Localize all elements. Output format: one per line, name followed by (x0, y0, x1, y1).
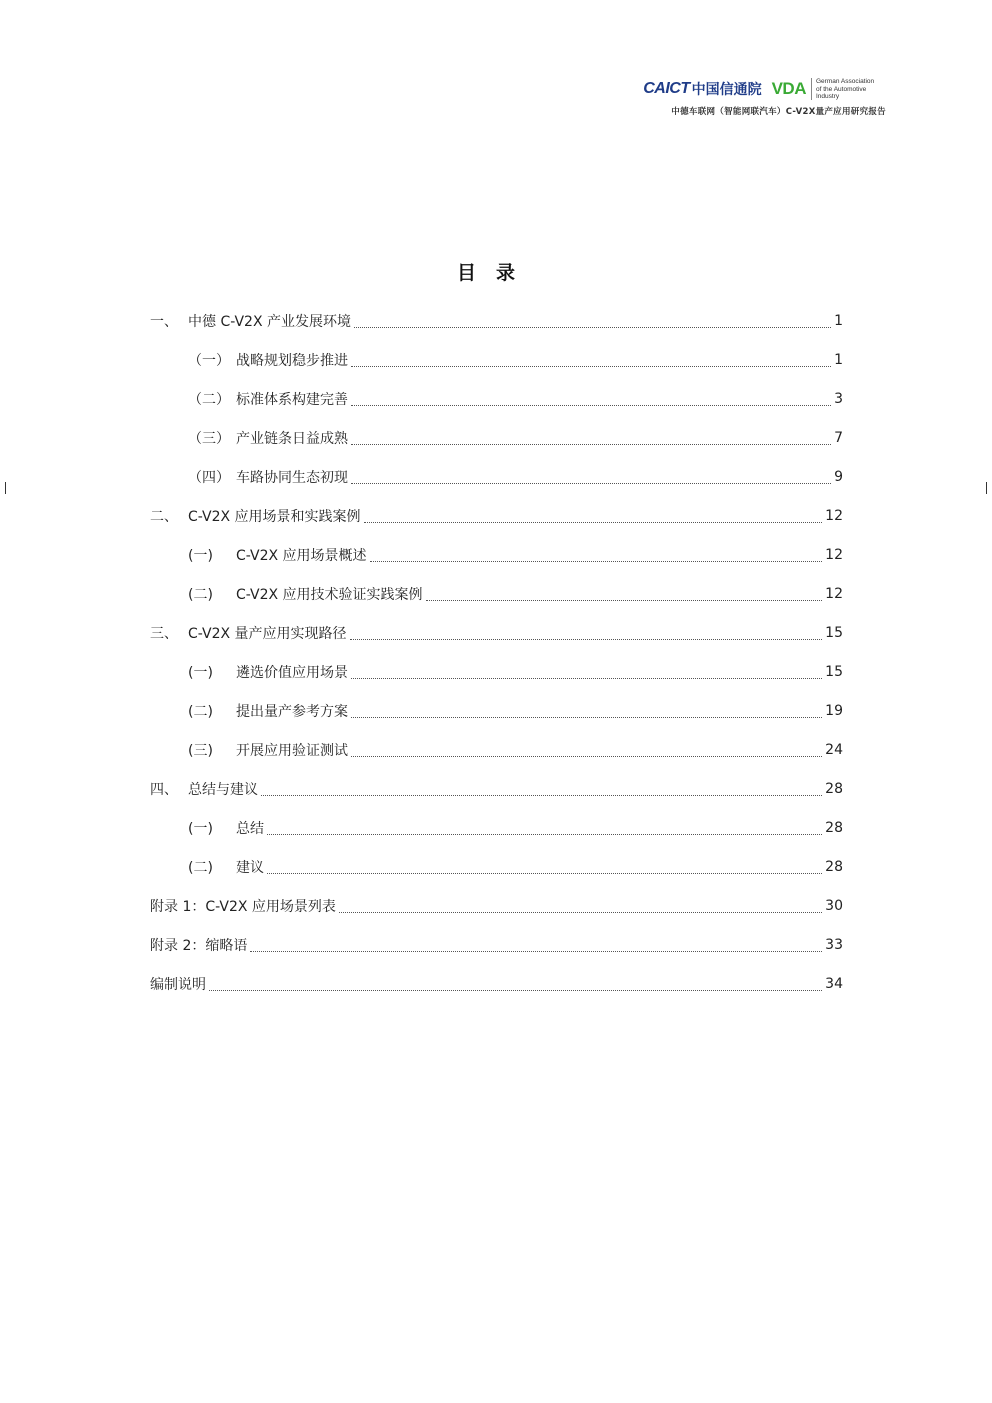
toc-leader-dots (250, 950, 822, 952)
toc-leader-dots (351, 716, 822, 718)
toc-leader-dots (351, 482, 831, 484)
toc-entry[interactable] (150, 652, 843, 691)
toc-leader-dots (261, 794, 822, 796)
toc-entry-label: C-V2X 量产应用实现路径 (188, 625, 347, 642)
right-margin-mark (986, 482, 987, 494)
toc-entry-page: 15 (825, 663, 843, 680)
toc-entry[interactable] (150, 730, 843, 769)
caict-cn-logo: 中国信通院 (691, 82, 762, 99)
toc-leader-dots (350, 638, 823, 640)
toc-entry-label: 建议 (236, 859, 264, 876)
toc-leader-dots (351, 404, 831, 406)
toc-entry-number: (二) (188, 586, 213, 603)
logo-row (643, 78, 886, 101)
toc-entry-page: 3 (834, 390, 843, 407)
toc-leader-dots (267, 872, 822, 874)
toc-entry-page: 9 (834, 468, 843, 485)
report-title: 中德车联网（智能网联汽车）C-V2X量产应用研究报告 (671, 107, 886, 117)
toc-leader-dots (351, 755, 822, 757)
toc-entry-number: 二、 (150, 508, 178, 525)
toc-leader-dots (351, 443, 831, 445)
caict-logo: CAICT (643, 80, 690, 98)
toc-leader-dots (370, 560, 823, 562)
toc-entry-page: 30 (825, 897, 843, 914)
toc-entry[interactable] (150, 886, 843, 925)
toc-entry[interactable] (150, 574, 843, 613)
toc-entry-label: 遴选价值应用场景 (236, 664, 348, 681)
toc-entry-number: 一、 (150, 313, 178, 330)
toc-entry[interactable] (150, 847, 843, 886)
toc-entry-page: 28 (825, 858, 843, 875)
toc-entry-label: 车路协同生态初现 (236, 469, 348, 486)
toc-entry-page: 24 (825, 741, 843, 758)
toc-entry-label: 战略规划稳步推进 (236, 352, 348, 369)
toc-leader-dots (209, 989, 822, 991)
toc-entry[interactable] (150, 964, 843, 1003)
toc-entry[interactable] (150, 808, 843, 847)
toc-entry-number: (二) (188, 859, 213, 876)
toc-entry[interactable] (150, 613, 843, 652)
toc-entry[interactable] (150, 340, 843, 379)
toc-entry-page: 28 (825, 819, 843, 836)
toc-entry-label: 总结 (236, 820, 264, 837)
toc-leader-dots (426, 599, 823, 601)
toc-entry[interactable] (150, 535, 843, 574)
toc-entry-label: C-V2X 应用技术验证实践案例 (236, 586, 423, 603)
toc-leader-dots (267, 833, 822, 835)
toc-entry-number: (一) (188, 664, 213, 681)
toc-entry[interactable] (150, 418, 843, 457)
toc-leader-dots (364, 521, 823, 523)
toc-entry-page: 12 (825, 507, 843, 524)
vda-divider (811, 78, 812, 100)
toc-entry-page: 34 (825, 975, 843, 992)
toc-entry-page: 12 (825, 585, 843, 602)
header (586, 78, 886, 118)
toc-entry-number: （四） (188, 469, 230, 486)
toc-entry-label: 开展应用验证测试 (236, 742, 348, 759)
toc-entry-number: 三、 (150, 625, 178, 642)
toc-entry-label: C-V2X 应用场景和实践案例 (188, 508, 361, 525)
toc-entry-number: (二) (188, 703, 213, 720)
toc-entry-page: 1 (834, 312, 843, 329)
toc-entry[interactable] (150, 691, 843, 730)
toc-entry-page: 1 (834, 351, 843, 368)
toc-entry[interactable] (150, 301, 843, 340)
toc-entry-page: 7 (834, 429, 843, 446)
toc-entry-label: 附录 2：缩略语 (150, 937, 248, 954)
table-of-contents (150, 301, 843, 1003)
toc-entry-label: 编制说明 (150, 976, 206, 993)
toc-entry-label: 标准体系构建完善 (236, 391, 348, 408)
toc-entry-page: 28 (825, 780, 843, 797)
vda-name-line2: of the Automotive Industry (816, 85, 867, 100)
toc-leader-dots (354, 326, 831, 328)
toc-entry-label: 中德 C-V2X 产业发展环境 (188, 313, 351, 330)
toc-entry[interactable] (150, 457, 843, 496)
toc-entry-page: 15 (825, 624, 843, 641)
toc-entry-label: 总结与建议 (188, 781, 258, 798)
toc-title: 目录 (456, 262, 535, 284)
toc-leader-dots (351, 365, 831, 367)
toc-leader-dots (351, 677, 822, 679)
left-margin-mark (5, 482, 6, 494)
toc-entry-number: (一) (188, 820, 213, 837)
toc-entry-label: C-V2X 应用场景概述 (236, 547, 367, 564)
toc-entry-label: 提出量产参考方案 (236, 703, 348, 720)
toc-entry[interactable] (150, 379, 843, 418)
toc-entry-number: （三） (188, 430, 230, 447)
toc-entry-page: 19 (825, 702, 843, 719)
toc-entry-number: （二） (188, 391, 230, 408)
vda-logo: VDA (771, 79, 806, 99)
toc-entry[interactable] (150, 769, 843, 808)
toc-entry-page: 12 (825, 546, 843, 563)
toc-entry-label: 附录 1：C-V2X 应用场景列表 (150, 898, 336, 915)
toc-leader-dots (339, 911, 822, 913)
vda-name-line1: German Association (816, 78, 875, 85)
toc-entry-number: （一） (188, 352, 230, 369)
toc-entry-number: (一) (188, 547, 213, 564)
toc-entry-number: (三) (188, 742, 213, 759)
toc-entry-number: 四、 (150, 781, 178, 798)
vda-name (816, 78, 886, 101)
toc-entry-page: 33 (825, 936, 843, 953)
toc-entry[interactable] (150, 496, 843, 535)
toc-entry-label: 产业链条日益成熟 (236, 430, 348, 447)
toc-entry[interactable] (150, 925, 843, 964)
